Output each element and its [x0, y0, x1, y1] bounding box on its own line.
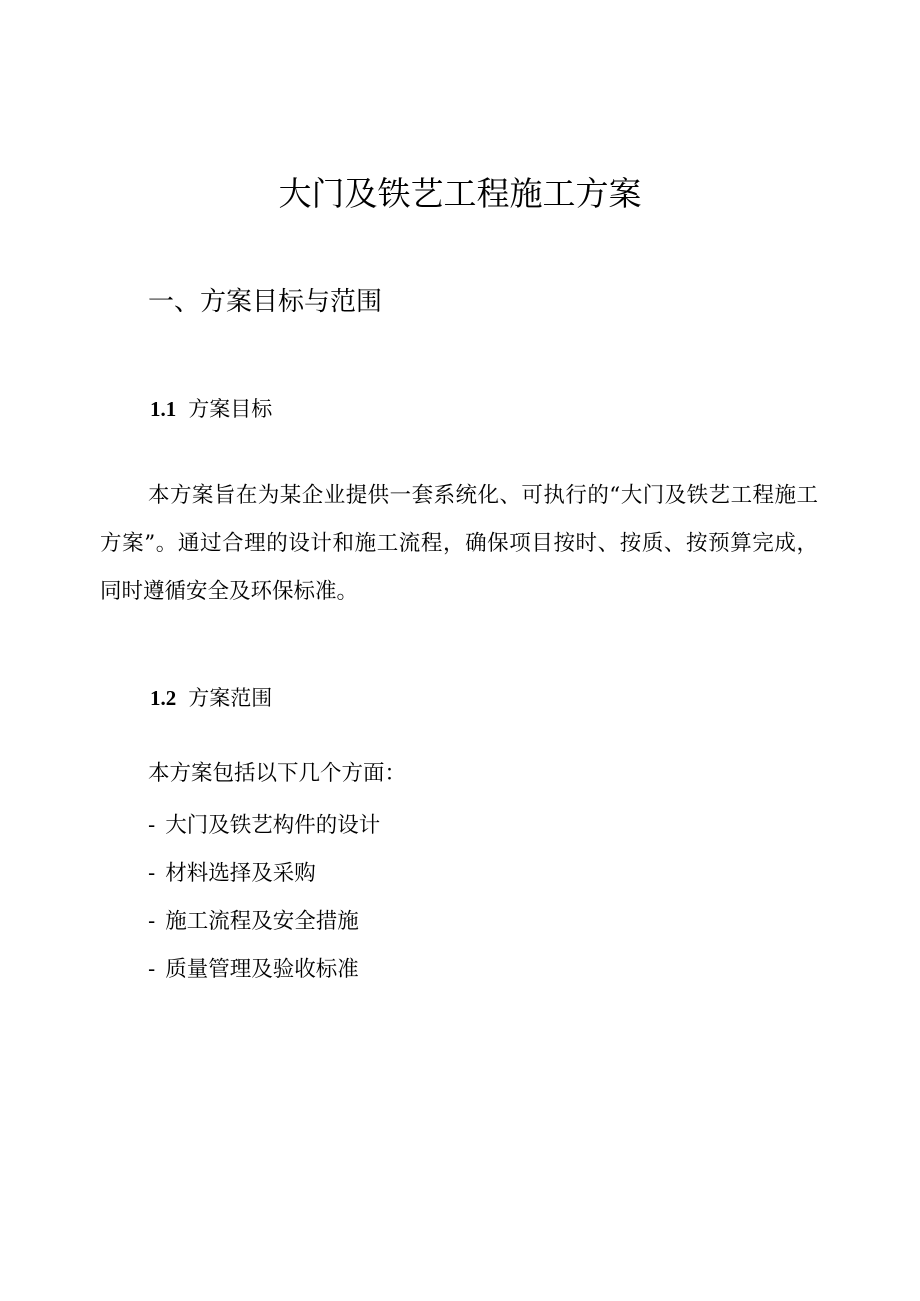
list-item-text: 大门及铁艺构件的设计 [165, 813, 381, 838]
list-item [148, 810, 380, 858]
subsection-heading-scope [150, 683, 272, 713]
subsection-heading-goal [150, 394, 272, 424]
list-dash: - [148, 813, 156, 838]
list-item [148, 858, 380, 906]
list-dash: - [148, 909, 156, 934]
subsection-title: 方案目标 [188, 397, 273, 421]
list-item [148, 906, 380, 954]
list-item-text: 质量管理及验收标准 [165, 957, 359, 982]
scope-intro: 本方案包括以下几个方面： [148, 761, 407, 786]
list-item-text: 施工流程及安全措施 [165, 909, 359, 934]
section-heading: 一、方案目标与范围 [148, 287, 383, 317]
list-dash: - [148, 861, 156, 886]
subsection-title: 方案范围 [188, 686, 273, 710]
list-dash: - [148, 957, 156, 982]
subsection-number: 1.2 [150, 686, 177, 710]
list-item-text: 材料选择及采购 [165, 861, 316, 886]
scope-list [148, 810, 380, 1002]
goal-paragraph: 本方案旨在为某企业提供一套系统化、可执行的“大门及铁艺工程施工方案”。通过合理的设计和施工流程，确保项目按时、按质、按预算完成，同时遵循安全及环保标准。 [100, 483, 818, 604]
document-title: 大门及铁艺工程施工方案 [278, 174, 642, 213]
list-item [148, 954, 380, 1002]
subsection-number: 1.1 [150, 397, 177, 421]
